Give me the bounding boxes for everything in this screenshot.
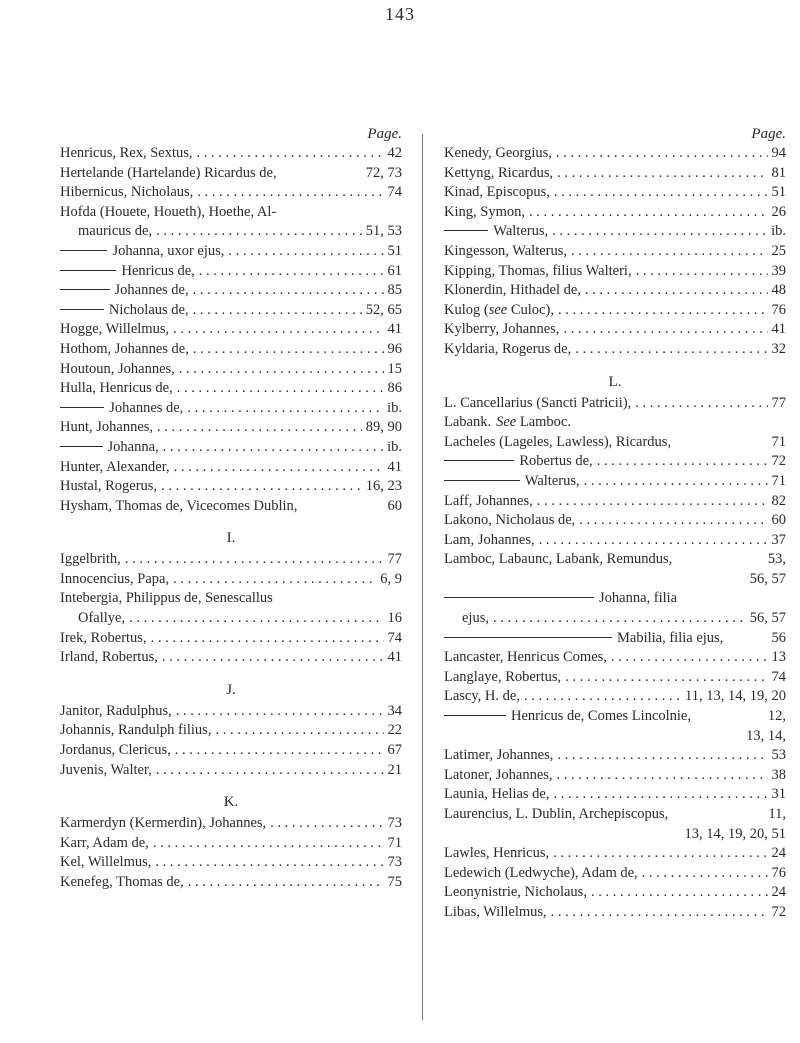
index-entry <box>444 805 786 825</box>
index-entry <box>444 183 786 203</box>
index-entry <box>60 183 402 203</box>
index-entry <box>60 589 402 609</box>
leader-dots <box>188 873 384 893</box>
leader-dots <box>125 550 384 570</box>
index-entry <box>444 262 786 282</box>
page-reference: 13, 14, 19, 20, 51 <box>684 825 786 842</box>
entry-name: Lascy, H. de, <box>444 688 520 705</box>
page-reference: 41 <box>771 321 786 338</box>
entry-name: Johanna, uxor ejus, <box>112 242 225 259</box>
page-reference: 11, 13, 14, 19, 20 <box>685 688 786 705</box>
page-reference: 37 <box>771 531 786 548</box>
leader-dots <box>554 183 768 203</box>
entry-name: Henricus de, Comes Lincolnie, <box>511 708 691 725</box>
page-reference: 13, 14, <box>746 727 786 744</box>
page-reference: 73 <box>387 854 402 871</box>
index-entry <box>444 844 786 864</box>
entry-name: Kenefeg, Thomas de, <box>60 874 184 890</box>
index-entry <box>444 492 786 512</box>
leader-dots <box>558 301 768 321</box>
entry-name: Ledewich (Ledwyche), Adam de, <box>444 864 638 881</box>
entry-name: Lamboc, Labaunc, Labank, Remundus, <box>444 551 673 568</box>
ditto-rule <box>60 309 104 310</box>
entry-name: Hunt, Johannes, <box>60 419 154 436</box>
page-reference: 60 <box>771 512 786 529</box>
index-entry <box>444 746 786 766</box>
ditto-rule <box>60 289 110 290</box>
entry-name: Latimer, Johannes, <box>444 747 554 764</box>
entry-name: Lam, Johannes, <box>444 531 535 548</box>
index-entry <box>444 413 786 433</box>
index-entry <box>444 281 786 301</box>
index-entry <box>60 648 402 668</box>
page-reference: 94 <box>771 145 786 161</box>
page-reference: 26 <box>771 203 786 220</box>
index-block-k <box>60 814 402 892</box>
entry-name: Mabilia, filia ejus, <box>617 629 724 646</box>
index-entry <box>444 203 786 223</box>
page-reference: 60 <box>387 497 402 514</box>
page-reference: 72, 73 <box>365 164 402 181</box>
index-column-left <box>60 124 402 893</box>
ditto-rule <box>444 480 520 481</box>
entry-name: Intebergia, Philippus de, Senescallus <box>60 590 273 607</box>
leader-dots <box>552 222 767 242</box>
ditto-rule <box>444 230 488 231</box>
page-reference: 77 <box>771 394 786 411</box>
entry-name: Ofallye, <box>78 610 126 627</box>
leader-dots <box>585 281 768 301</box>
page-reference: 15 <box>387 360 402 377</box>
page-reference: ib. <box>771 223 786 240</box>
index-entry <box>60 242 402 262</box>
entry-name: Irek, Robertus, <box>60 629 147 646</box>
index-entry <box>444 222 786 242</box>
section-letter-l: L. <box>608 373 622 390</box>
entry-name: Kylberry, Johannes, <box>444 321 560 338</box>
index-entry <box>444 609 786 629</box>
index-entry <box>444 589 786 609</box>
index-entry <box>444 550 786 570</box>
index-entry <box>444 629 786 649</box>
index-entry <box>444 687 786 707</box>
index-entry <box>60 320 402 340</box>
page-reference: 25 <box>771 242 786 259</box>
index-entry <box>60 741 402 761</box>
index-entry <box>444 164 786 184</box>
page-reference: 72 <box>771 453 786 470</box>
entry-name: Karmerdyn (Kermerdin), Johannes, <box>60 815 267 832</box>
ditto-rule <box>60 250 107 251</box>
entry-name: Hogge, Willelmus, <box>60 321 170 338</box>
leader-dots <box>557 164 767 184</box>
index-entry <box>444 242 786 262</box>
page-reference: 61 <box>387 262 402 279</box>
page-reference: 52, 65 <box>365 301 402 318</box>
page-reference: 56 <box>771 629 786 646</box>
leader-dots <box>163 438 383 458</box>
page-reference: 22 <box>387 722 402 739</box>
column-divider <box>422 134 423 1020</box>
page-reference: 74 <box>771 668 786 685</box>
index-entry <box>444 766 786 786</box>
entry-name: Walterus, <box>524 472 580 489</box>
page-reference: 24 <box>771 845 786 862</box>
entry-name: Kipping, Thomas, filius Walteri, <box>444 262 632 279</box>
index-entry <box>60 222 402 242</box>
index-entry <box>444 531 786 551</box>
entry-name: Jordanus, Clericus, <box>60 742 171 759</box>
entry-name: Henricus, Rex, Sextus, <box>60 145 193 161</box>
entry-name: Hofda (Houete, Houeth), Hoethe, Al- <box>60 203 277 220</box>
leader-dots <box>193 281 384 301</box>
entry-name: Kingesson, Walterus, <box>444 242 568 259</box>
entry-name: Lancaster, Henricus Comes, <box>444 649 607 666</box>
index-entry <box>444 825 786 845</box>
index-entry <box>60 144 402 164</box>
leader-dots <box>270 814 383 834</box>
leader-dots <box>187 399 383 419</box>
entry-name: Walterus, <box>493 223 549 240</box>
page-reference: 16, 23 <box>365 478 402 495</box>
page-reference: 73 <box>387 815 402 832</box>
entry-name: Kettyng, Ricardus, <box>444 164 554 181</box>
ditto-rule <box>60 446 103 447</box>
entry-name: Kinad, Episcopus, <box>444 184 550 201</box>
index-block-j <box>60 702 402 780</box>
page-reference: 71 <box>771 472 786 489</box>
page-reference: 31 <box>771 786 786 803</box>
ditto-rule <box>60 270 116 271</box>
entry-name: Houtoun, Johannes, <box>60 360 175 377</box>
section-letter-j: J. <box>226 681 236 698</box>
page-column-heading: Page. <box>367 126 402 142</box>
page-reference: 71 <box>387 834 402 851</box>
leader-dots <box>197 183 383 203</box>
leader-dots <box>557 746 767 766</box>
entry-name: Kulog ( <box>444 301 489 318</box>
leader-dots <box>175 741 384 761</box>
index-entry <box>444 320 786 340</box>
leader-dots <box>156 761 384 781</box>
index-entry <box>444 668 786 688</box>
page-reference: 96 <box>387 340 402 357</box>
entry-name: Hustal, Rogerus, <box>60 478 158 495</box>
index-entry <box>60 702 402 722</box>
leader-dots <box>176 702 384 722</box>
entry-name: Leonynistrie, Nicholaus, <box>444 884 587 901</box>
index-entry <box>60 497 402 517</box>
page-reference: 82 <box>771 492 786 509</box>
index-entry <box>444 707 786 727</box>
leader-dots <box>557 766 768 786</box>
index-block-k-continued <box>444 144 786 360</box>
page-reference: 74 <box>387 629 402 646</box>
index-entry <box>444 883 786 903</box>
page-reference: 41 <box>387 321 402 338</box>
page-reference: 24 <box>771 884 786 901</box>
index-entry <box>444 864 786 884</box>
leader-dots <box>579 511 767 531</box>
leader-dots <box>584 472 768 492</box>
index-block-l <box>444 394 786 923</box>
index-entry <box>444 452 786 472</box>
index-entry <box>60 550 402 570</box>
entry-name: Johanna, <box>107 438 159 455</box>
leader-dots <box>571 242 767 262</box>
index-column-right <box>444 124 786 923</box>
page-reference: ib. <box>387 399 402 416</box>
index-entry <box>60 721 402 741</box>
index-entry <box>60 340 402 360</box>
leader-dots <box>553 844 767 864</box>
entry-name: L. Cancellarius (Sancti Patricii), <box>444 394 632 411</box>
see-reference: see <box>488 301 508 318</box>
section-letter-k: K. <box>223 794 239 811</box>
index-entry <box>60 418 402 438</box>
page-reference: ib. <box>387 438 402 455</box>
entry-name: Iggelbrith, <box>60 551 121 568</box>
ditto-rule <box>444 715 506 716</box>
entry-name: Latoner, Johannes, <box>444 766 553 783</box>
index-entry <box>444 648 786 668</box>
page-reference: 72 <box>771 903 786 920</box>
entry-name: Johanna, filia <box>599 590 678 607</box>
entry-name: Juvenis, Walter, <box>60 761 152 778</box>
page-reference: 86 <box>387 380 402 397</box>
index-entry <box>444 785 786 805</box>
page-reference: 85 <box>387 282 402 299</box>
leader-dots <box>539 531 768 551</box>
leader-dots <box>611 648 768 668</box>
leader-dots <box>129 609 383 629</box>
leader-dots <box>635 394 767 414</box>
entry-name: Lakono, Nicholaus de, <box>444 512 576 529</box>
page-reference: 42 <box>387 145 402 161</box>
entry-name: Hysham, Thomas de, Vicecomes Dublin, <box>60 497 298 514</box>
leader-dots <box>179 360 384 380</box>
page-reference: 74 <box>387 184 402 201</box>
leader-dots <box>162 648 384 668</box>
index-entry <box>60 609 402 629</box>
index-entry <box>444 903 786 923</box>
leader-dots <box>193 340 384 360</box>
ditto-rule <box>444 460 514 461</box>
index-entry <box>60 834 402 854</box>
leader-dots <box>173 320 383 340</box>
index-entry <box>444 511 786 531</box>
leader-dots <box>556 144 768 164</box>
entry-name: Hunter, Alexander, <box>60 458 170 475</box>
entry-name: Johannis, Randulph filius, <box>60 722 212 739</box>
entry-name: Lawles, Henricus, <box>444 845 550 862</box>
leader-dots <box>157 418 362 438</box>
entry-name: Hibernicus, Nicholaus, <box>60 184 194 201</box>
index-entry <box>60 853 402 873</box>
entry-name: Kyldaria, Rogerus de, <box>444 340 572 357</box>
entry-name: Henricus de, <box>121 262 195 279</box>
index-entry <box>60 477 402 497</box>
index-entry <box>444 433 786 453</box>
entry-name: Kenedy, Georgius, <box>444 145 552 161</box>
entry-name: Langlaye, Robertus, <box>444 668 562 685</box>
leader-dots <box>551 903 768 923</box>
page-reference: 71 <box>771 433 786 450</box>
page-reference: 38 <box>771 766 786 783</box>
page-reference: 56, 57 <box>749 570 786 587</box>
leader-dots <box>155 853 383 873</box>
index-entry <box>60 262 402 282</box>
leader-dots <box>524 687 681 707</box>
leader-dots <box>173 570 376 590</box>
index-entry <box>444 727 786 747</box>
page-reference: 6, 9 <box>380 570 402 587</box>
entry-name: Lacheles (Lageles, Lawless), Ricardus, <box>444 433 672 450</box>
leader-dots <box>199 262 384 282</box>
page-reference: 41 <box>387 458 402 475</box>
leader-dots <box>161 477 362 497</box>
entry-name: Launia, Helias de, <box>444 786 550 803</box>
entry-name: Johannes de, <box>114 282 189 299</box>
entry-name: Hertelande (Hartelande) Ricardus de, <box>60 164 277 181</box>
leader-dots <box>177 379 384 399</box>
leader-dots <box>529 203 768 223</box>
page-reference: 56, 57 <box>749 610 786 627</box>
page-reference: 34 <box>387 702 402 719</box>
leader-dots <box>215 721 383 741</box>
leader-dots <box>537 492 768 512</box>
page-reference: 77 <box>387 551 402 568</box>
index-entry <box>60 203 402 223</box>
page-reference: 11, <box>768 806 786 822</box>
page-reference: 16 <box>387 610 402 627</box>
leader-dots <box>591 883 768 903</box>
page-reference: 21 <box>387 761 402 778</box>
index-entry <box>60 360 402 380</box>
index-entry <box>60 570 402 590</box>
index-entry <box>60 399 402 419</box>
index-entry <box>60 301 402 321</box>
page-reference: 12, <box>767 708 786 725</box>
entry-name: Libas, Willelmus, <box>444 903 547 920</box>
leader-dots <box>174 458 384 478</box>
page-reference: 89, 90 <box>365 419 402 436</box>
entry-name-continued: Culoc), <box>507 301 554 318</box>
index-entry <box>444 144 786 164</box>
leader-dots <box>193 301 362 321</box>
leader-dots <box>197 144 384 164</box>
entry-name-continued: Lamboc. <box>516 414 571 431</box>
index-entry <box>60 438 402 458</box>
page-reference: 32 <box>771 340 786 357</box>
index-entry <box>60 873 402 893</box>
leader-dots <box>575 340 767 360</box>
leader-dots <box>153 834 384 854</box>
page-reference: 53, <box>767 551 786 568</box>
entry-name: King, Symon, <box>444 203 525 220</box>
entry-name: Hothom, Johannes de, <box>60 340 189 357</box>
page-reference: 48 <box>771 282 786 299</box>
page-reference: 51 <box>771 184 786 201</box>
page-reference: 51 <box>387 242 402 259</box>
entry-name: Hulla, Henricus de, <box>60 380 173 397</box>
index-entry <box>60 761 402 781</box>
index-entry <box>444 394 786 414</box>
leader-dots <box>493 609 746 629</box>
page-reference: 51, 53 <box>365 223 402 240</box>
index-entry <box>444 472 786 492</box>
index-entry <box>444 570 786 590</box>
page-reference: 67 <box>387 742 402 759</box>
entry-name: Laff, Johannes, <box>444 492 533 509</box>
page-number: 143 <box>385 4 415 24</box>
entry-name: Irland, Robertus, <box>60 649 158 666</box>
page-reference: 13 <box>771 649 786 666</box>
leader-dots <box>597 452 768 472</box>
index-entry <box>60 814 402 834</box>
entry-name: mauricus de, <box>78 223 153 240</box>
entry-name: Klonerdin, Hithadel de, <box>444 282 581 299</box>
page-reference: 53 <box>771 747 786 764</box>
entry-name: ejus, <box>462 610 489 627</box>
leader-dots <box>642 864 768 884</box>
leader-dots <box>636 262 768 282</box>
index-entry <box>60 379 402 399</box>
page-reference: 76 <box>771 301 786 318</box>
index-entry <box>60 629 402 649</box>
index-block-h <box>60 144 402 516</box>
entry-name: Robertus de, <box>519 453 593 470</box>
page-reference: 76 <box>771 864 786 881</box>
entry-name: Laurencius, L. Dublin, Archepiscopus, <box>444 806 669 822</box>
index-entry <box>60 458 402 478</box>
leader-dots <box>151 629 384 649</box>
entry-name: Nicholaus de, <box>108 301 189 318</box>
leader-dots <box>554 785 768 805</box>
page-reference: 75 <box>387 874 402 890</box>
entry-name: Labank. <box>444 414 492 431</box>
leader-dots <box>565 668 767 688</box>
page-reference: 41 <box>387 649 402 666</box>
index-entry <box>444 340 786 360</box>
entry-name: Johannes de, <box>109 399 184 416</box>
entry-name: Karr, Adam de, <box>60 834 149 851</box>
index-entry <box>444 301 786 321</box>
section-letter-i: I. <box>226 530 236 547</box>
page-reference: 39 <box>771 262 786 279</box>
index-entry <box>60 281 402 301</box>
entry-name: Janitor, Radulphus, <box>60 702 172 719</box>
entry-name: Kel, Willelmus, <box>60 854 152 871</box>
page-reference: 81 <box>771 164 786 181</box>
ditto-rule <box>60 407 104 408</box>
index-block-i <box>60 550 402 668</box>
ditto-rule <box>444 637 612 638</box>
index-entry <box>60 164 402 184</box>
leader-dots <box>228 242 383 262</box>
ditto-rule <box>444 597 594 598</box>
entry-name: Innocencius, Papa, <box>60 570 170 587</box>
page-column-heading: Page. <box>751 126 786 142</box>
leader-dots <box>563 320 767 340</box>
see-reference: See <box>496 414 517 431</box>
leader-dots <box>156 222 362 242</box>
